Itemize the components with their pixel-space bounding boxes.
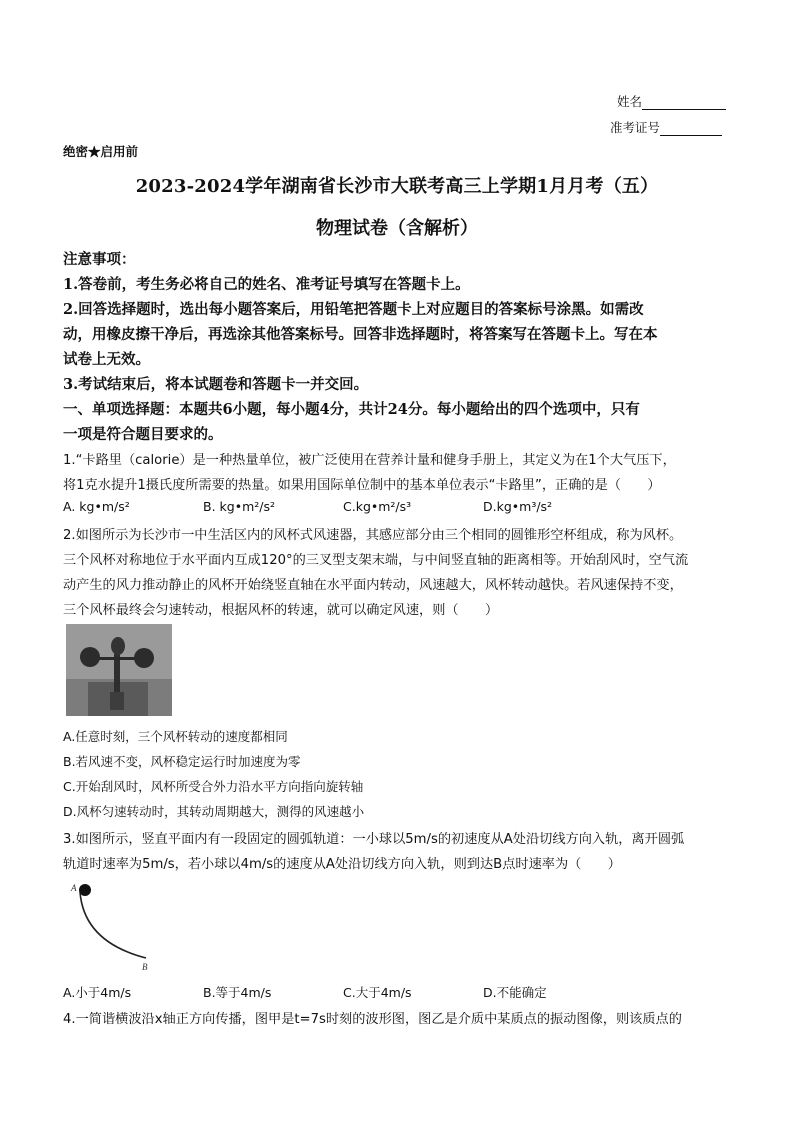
anemometer-photo <box>66 624 172 716</box>
point-a-label: A <box>71 883 77 893</box>
exam-subtitle: 物理试卷（含解析） <box>316 218 478 239</box>
q3-option-b: B.等于4m/s <box>203 985 272 1000</box>
exam-number-field <box>610 118 722 136</box>
question-1-text: 1.“卡路里（calorie）是一种热量单位，被广泛使用在营养计量和健身手册上，其定义为在1个大气压下， <box>63 453 676 468</box>
notice-line: 1.答卷前，考生务必将自己的姓名、准考证号填写在答题卡上。 <box>63 276 470 293</box>
name-label: 姓名 <box>617 94 643 109</box>
notice-line: 动，用橡皮擦干净后，再选涂其他答案标号。回答非选择题时，将答案写在答题卡上。写在本 <box>63 326 658 343</box>
question-2-text: 2.如图所示为长沙市一中生活区内的风杯式风速器，其感应部分由三个相同的圆锥形空杯组成，称为风杯。 <box>63 528 683 543</box>
q1-option-a: A. kg•m/s² <box>63 499 130 514</box>
name-field <box>617 92 726 110</box>
anemometer-illustration <box>66 624 172 716</box>
q3-option-a: A.小于4m/s <box>63 985 132 1000</box>
question-3-text: 3.如图所示，竖直平面内有一段固定的圆弧轨道：一小球以5m/s的初速度从A处沿切线方向入轨，离开圆弧 <box>63 832 685 847</box>
q2-option-c: C.开始刮风时，风杯所受合外力沿水平方向指向旋转轴 <box>63 779 364 794</box>
q2-option-d: D.风杯匀速转动时，其转动周期越大，测得的风速越小 <box>63 804 365 819</box>
point-b-label: B <box>142 962 148 972</box>
question-1-text: 将1克水提升1摄氏度所需要的热量。如果用国际单位制中的基本单位表示“卡路里”，正确的是（ ） <box>63 478 661 493</box>
q3-option-c: C.大于4m/s <box>343 985 412 1000</box>
section-heading: 一、单项选择题：本题共6小题，每小题4分，共计24分。每小题给出的四个选项中，只有 <box>63 401 640 418</box>
notice-heading: 注意事项： <box>63 251 136 268</box>
section-heading-cont: 一项是符合题目要求的。 <box>63 426 223 443</box>
name-blank-line <box>642 96 726 110</box>
question-4-text: 4.一简谐横波沿x轴正方向传播，图甲是t=7s时刻的波形图，图乙是介质中某质点的振动图像，则该质点的 <box>63 1012 682 1027</box>
q1-option-c: C.kg•m²/s³ <box>343 499 412 514</box>
notice-line: 2.回答选择题时，选出每小题答案后，用铅笔把答题卡上对应题目的答案标号涂黑。如需改 <box>63 301 644 318</box>
q1-option-b: B. kg•m²/s² <box>203 499 275 514</box>
arc-track-figure <box>66 880 176 972</box>
exam-number-label: 准考证号 <box>610 120 661 135</box>
exam-number-blank-line <box>660 122 722 136</box>
arc-track-diagram <box>66 880 176 972</box>
q2-option-b: B.若风速不变，风杯稳定运行时加速度为零 <box>63 754 301 769</box>
question-2-text: 三个风杯最终会匀速转动，根据风杯的转速，就可以确定风速，则（ ） <box>63 603 499 618</box>
notice-line: 3.考试结束后，将本试题卷和答题卡一并交回。 <box>63 376 369 393</box>
secret-mark: 绝密★启用前 <box>63 144 139 159</box>
q1-option-d: D.kg•m³/s² <box>483 499 553 514</box>
q2-option-a: A.任意时刻，三个风杯转动的速度都相同 <box>63 729 288 744</box>
q3-option-d: D.不能确定 <box>483 985 547 1000</box>
question-2-text: 三个风杯对称地位于水平面内互成120°的三叉型支架末端，与中间竖直轴的距离相等。开始刮风时，空气流 <box>63 553 689 568</box>
question-3-text: 轨道时速率为5m/s，若小球以4m/s的速度从A处沿切线方向入轨，则到达B点时速率为（ ） <box>63 857 621 872</box>
question-2-text: 动产生的风力推动静止的风杯开始绕竖直轴在水平面内转动，风速越大，风杯转动越快。若风速保持不变， <box>63 578 683 593</box>
notice-line: 试卷上无效。 <box>63 351 150 368</box>
exam-title: 2023-2024学年湖南省长沙市大联考高三上学期1月月考（五） <box>135 176 659 197</box>
